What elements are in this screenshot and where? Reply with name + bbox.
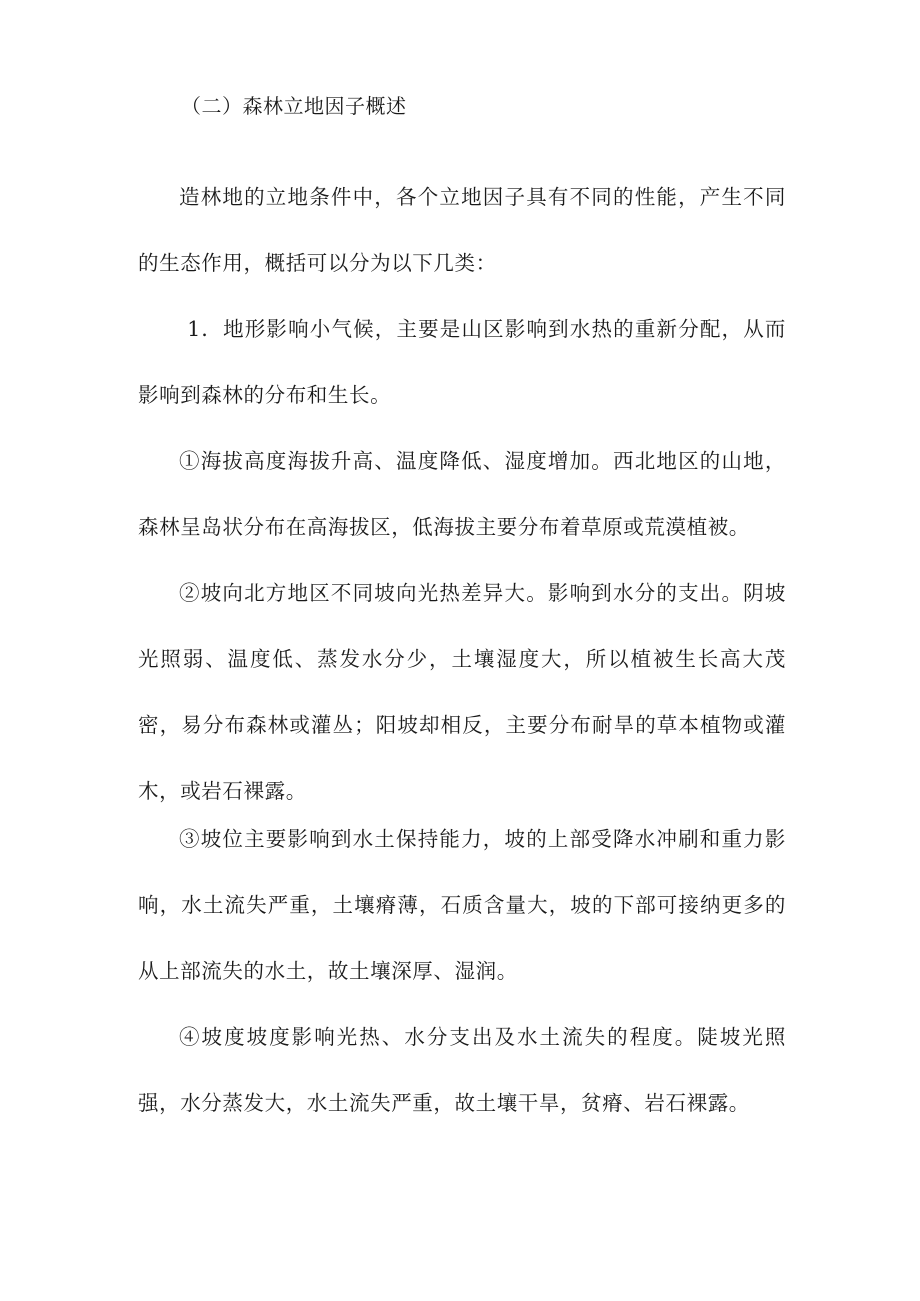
section-heading: （二）森林立地因子概述 bbox=[181, 94, 407, 118]
paragraph-intro: 造林地的立地条件中，各个立地因子具有不同的性能，产生不同的生态作用，概括可以分为以下几类： bbox=[138, 185, 786, 275]
paragraph-terrain: 1．地形影响小气候，主要是山区影响到水热的重新分配，从而影响到森林的分布和生长。 bbox=[138, 317, 786, 407]
paragraph-slope-aspect: ②坡向北方地区不同坡向光热差异大。影响到水分的支出。阴坡光照弱、温度低、蒸发水分少，土壤湿度大，所以植被生长高大茂密，易分布森林或灌丛；阳坡却相反，主要分布耐旱的草本植物或灌木，或岩石裸露。 bbox=[138, 581, 786, 803]
paragraph-slope-gradient: ④坡度坡度影响光热、水分支出及水土流失的程度。陡坡光照强，水分蒸发大，水土流失严重，故土壤干旱，贫瘠、岩石裸露。 bbox=[138, 1025, 786, 1115]
paragraph-altitude: ①海拔高度海拔升高、温度降低、湿度增加。西北地区的山地，森林呈岛状分布在高海拔区，低海拔主要分布着草原或荒漠植被。 bbox=[138, 449, 786, 539]
paragraph-slope-position: ③坡位主要影响到水土保持能力，坡的上部受降水冲刷和重力影响，水土流失严重，土壤瘠薄，石质含量大，坡的下部可接纳更多的从上部流失的水土，故土壤深厚、湿润。 bbox=[138, 827, 786, 983]
